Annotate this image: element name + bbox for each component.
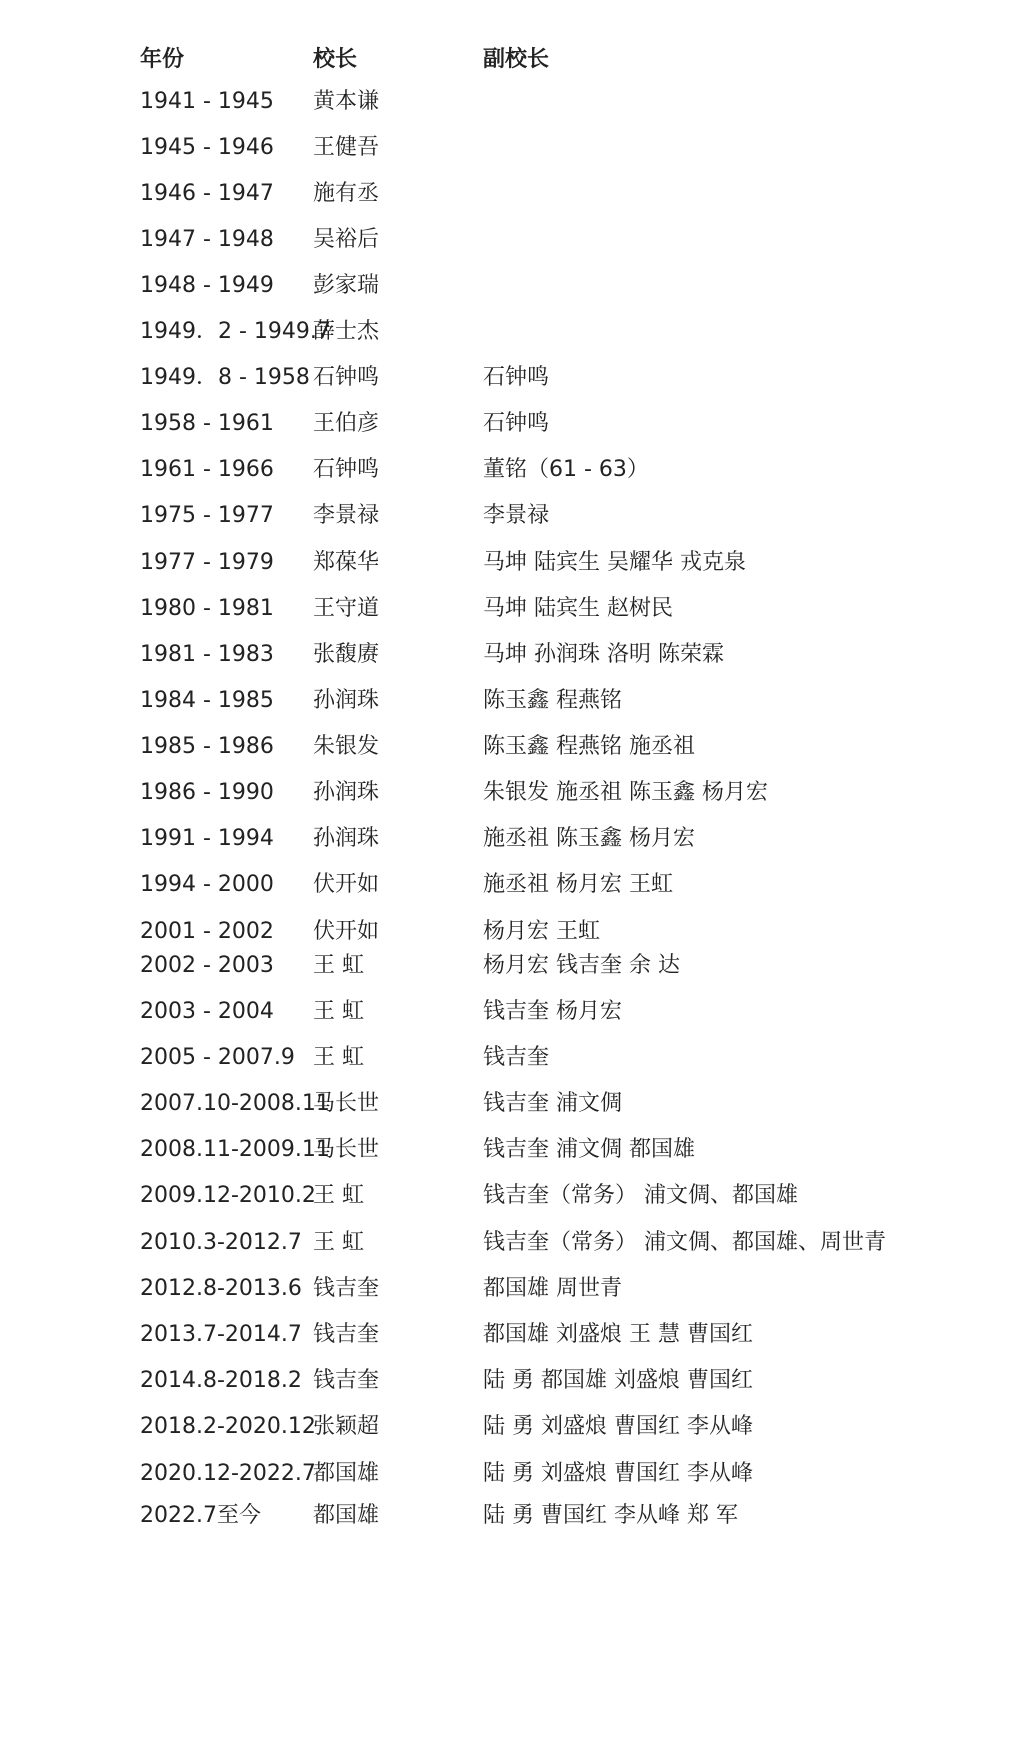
row-vice-principals: 钱吉奎 [483, 1045, 550, 1070]
row-principal: 都国雄 [313, 1461, 380, 1486]
row-year: 1977 - 1979 [140, 550, 274, 575]
table-row [0, 543, 1024, 583]
row-year: 1941 - 1945 [140, 89, 274, 114]
row-principal: 李景禄 [313, 503, 380, 528]
row-principal: 钱吉奎 [313, 1322, 380, 1347]
row-principal: 黄本谦 [313, 89, 380, 114]
table-row [0, 128, 1024, 168]
row-vice-principals: 陆 勇 曹国红 李从峰 郑 军 [483, 1503, 738, 1528]
row-year: 2020.12-2022.7 [140, 1461, 316, 1486]
table-row [0, 1454, 1024, 1494]
row-vice-principals: 陆 勇 刘盛烺 曹国红 李从峰 [483, 1414, 753, 1439]
row-principal: 马长世 [313, 1137, 380, 1162]
row-vice-principals: 施丞祖 杨月宏 王虹 [483, 872, 673, 897]
table-row [0, 773, 1024, 813]
row-principal: 彭家瑞 [313, 273, 380, 298]
table-row [0, 1361, 1024, 1401]
row-year: 1949．8 - 1958 [140, 365, 310, 390]
table-row [0, 727, 1024, 767]
row-year: 1947 - 1948 [140, 227, 274, 252]
header-principal: 校长 [313, 47, 358, 72]
table-row [0, 819, 1024, 859]
table-row [0, 635, 1024, 675]
row-principal: 王伯彦 [313, 411, 380, 436]
row-principal: 石钟鸣 [313, 365, 380, 390]
row-vice-principals: 董铭（61 - 63） [483, 457, 649, 482]
row-year: 1980 - 1981 [140, 596, 274, 621]
row-year: 1975 - 1977 [140, 503, 274, 528]
row-vice-principals: 都国雄 刘盛烺 王 慧 曹国红 [483, 1322, 753, 1347]
row-vice-principals: 马坤 陆宾生 吴耀华 戎克泉 [483, 550, 746, 575]
row-year: 2013.7-2014.7 [140, 1322, 302, 1347]
table-row [0, 1407, 1024, 1447]
table-row [0, 1176, 1024, 1216]
table-row [0, 865, 1024, 905]
row-vice-principals: 马坤 孙润珠 洛明 陈荣霖 [483, 642, 724, 667]
table-row [0, 82, 1024, 122]
row-vice-principals: 杨月宏 钱吉奎 余 达 [483, 953, 680, 978]
row-vice-principals: 钱吉奎 杨月宏 [483, 999, 622, 1024]
row-principal: 郑葆华 [313, 550, 380, 575]
row-vice-principals: 陈玉鑫 程燕铭 施丞祖 [483, 734, 695, 759]
row-year: 2005 - 2007.9 [140, 1045, 295, 1070]
table-row [0, 496, 1024, 536]
header-year: 年份 [140, 47, 185, 72]
row-vice-principals: 陆 勇 都国雄 刘盛烺 曹国红 [483, 1368, 753, 1393]
row-year: 1961 - 1966 [140, 457, 274, 482]
row-year: 2012.8-2013.6 [140, 1276, 302, 1301]
row-vice-principals: 施丞祖 陈玉鑫 杨月宏 [483, 826, 695, 851]
table-row [0, 1269, 1024, 1309]
row-year: 1981 - 1983 [140, 642, 274, 667]
table-row [0, 1130, 1024, 1170]
row-year: 2002 - 2003 [140, 953, 274, 978]
row-year: 1994 - 2000 [140, 872, 274, 897]
row-year: 1949．2 - 1949.7 [140, 319, 331, 344]
row-principal: 张颖超 [313, 1414, 380, 1439]
row-principal: 王 虹 [313, 1230, 364, 1255]
table-row [0, 1084, 1024, 1124]
row-vice-principals: 杨月宏 王虹 [483, 919, 600, 944]
table-row [0, 404, 1024, 444]
row-principal: 王 虹 [313, 999, 364, 1024]
row-year: 2003 - 2004 [140, 999, 274, 1024]
row-principal: 施有丞 [313, 181, 380, 206]
row-vice-principals: 都国雄 周世青 [483, 1276, 622, 1301]
table-row [0, 266, 1024, 306]
row-year: 1946 - 1947 [140, 181, 274, 206]
row-year: 2018.2-2020.12 [140, 1414, 316, 1439]
row-year: 2009.12-2010.2 [140, 1183, 316, 1208]
row-vice-principals: 陆 勇 刘盛烺 曹国红 李从峰 [483, 1461, 753, 1486]
row-year: 2001 - 2002 [140, 919, 274, 944]
row-principal: 孙润珠 [313, 780, 380, 805]
row-principal: 王健吾 [313, 135, 380, 160]
row-year: 1945 - 1946 [140, 135, 274, 160]
row-principal: 伏开如 [313, 872, 380, 897]
row-principal: 都国雄 [313, 1503, 380, 1528]
row-year: 1991 - 1994 [140, 826, 274, 851]
table-row [0, 220, 1024, 260]
row-year: 2010.3-2012.7 [140, 1230, 302, 1255]
row-vice-principals: 钱吉奎（常务） 浦文倜、都国雄 [483, 1183, 798, 1208]
table-row [0, 1223, 1024, 1263]
row-vice-principals: 朱银发 施丞祖 陈玉鑫 杨月宏 [483, 780, 768, 805]
table-row [0, 1038, 1024, 1078]
table-header [0, 40, 1024, 80]
row-year: 1948 - 1949 [140, 273, 274, 298]
table-row [0, 358, 1024, 398]
row-principal: 孙润珠 [313, 688, 380, 713]
row-year: 1986 - 1990 [140, 780, 274, 805]
row-vice-principals: 钱吉奎 浦文倜 [483, 1091, 622, 1116]
row-principal: 钱吉奎 [313, 1276, 380, 1301]
row-year: 2008.11-2009.11 [140, 1137, 330, 1162]
row-principal: 吴裕后 [313, 227, 380, 252]
row-principal: 朱银发 [313, 734, 380, 759]
row-principal: 王 虹 [313, 1183, 364, 1208]
row-principal: 王守道 [313, 596, 380, 621]
row-year: 1958 - 1961 [140, 411, 274, 436]
row-year: 2007.10-2008.11 [140, 1091, 330, 1116]
table-row [0, 946, 1024, 986]
table-row [0, 1496, 1024, 1536]
row-year: 1985 - 1986 [140, 734, 274, 759]
table-row [0, 681, 1024, 721]
table-row [0, 992, 1024, 1032]
row-principal: 钱吉奎 [313, 1368, 380, 1393]
table-row [0, 450, 1024, 490]
row-vice-principals: 陈玉鑫 程燕铭 [483, 688, 622, 713]
row-principal: 王 虹 [313, 953, 364, 978]
header-vice-principal: 副校长 [483, 47, 550, 72]
row-principal: 伏开如 [313, 919, 380, 944]
row-vice-principals: 钱吉奎（常务） 浦文倜、都国雄、周世青 [483, 1230, 886, 1255]
row-vice-principals: 钱吉奎 浦文倜 都国雄 [483, 1137, 695, 1162]
row-principal: 薛士杰 [313, 319, 380, 344]
row-principal: 石钟鸣 [313, 457, 380, 482]
row-year: 1984 - 1985 [140, 688, 274, 713]
row-principal: 孙润珠 [313, 826, 380, 851]
row-year: 2014.8-2018.2 [140, 1368, 302, 1393]
table-row [0, 1315, 1024, 1355]
row-vice-principals: 石钟鸣 [483, 365, 550, 390]
row-vice-principals: 马坤 陆宾生 赵树民 [483, 596, 673, 621]
table-row [0, 312, 1024, 352]
row-principal: 王 虹 [313, 1045, 364, 1070]
table-row [0, 174, 1024, 214]
row-principal: 马长世 [313, 1091, 380, 1116]
row-principal: 张馥赓 [313, 642, 380, 667]
row-year: 2022.7至今 [140, 1503, 261, 1528]
row-vice-principals: 石钟鸣 [483, 411, 550, 436]
table-row [0, 589, 1024, 629]
row-vice-principals: 李景禄 [483, 503, 550, 528]
